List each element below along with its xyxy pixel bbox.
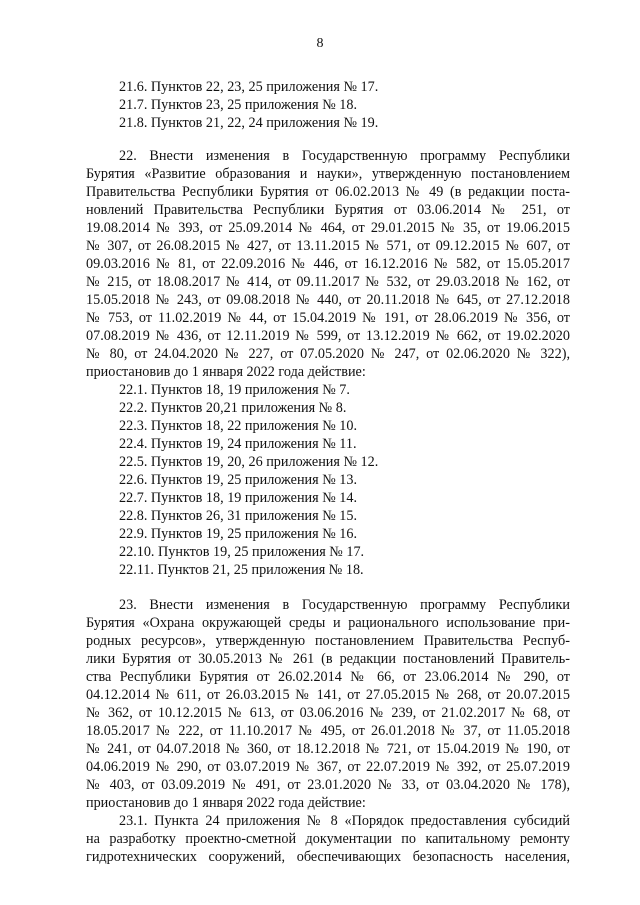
page-number: 8	[316, 36, 324, 51]
list-item: 22.3. Пунктов 18, 22 приложения № 10.	[119, 418, 358, 434]
list-item: 21.6. Пунктов 22, 23, 25 приложения № 17.	[119, 79, 379, 95]
paragraph-line: Правительства Республики Бурятия от 06.02.2013 № 49 (в редакции поста-	[86, 184, 570, 200]
list-item: 22.4. Пунктов 19, 24 приложения № 11.	[119, 436, 357, 452]
paragraph-line: 23.1. Пункта 24 приложения № 8 «Порядок предоставления субсидий	[119, 813, 570, 829]
paragraph-line: 23. Внести изменения в Государственную программу Республики	[119, 597, 570, 613]
list-item: 22.6. Пунктов 19, 25 приложения № 13.	[119, 472, 358, 488]
paragraph-line: новлений Правительства Республики Бурятия от 03.06.2014 № 251, от	[86, 202, 570, 218]
paragraph-line: гидротехнических сооружений, обеспечивающих безопасность населения,	[86, 849, 570, 865]
paragraph-line: 18.05.2017 № 222, от 11.10.2017 № 495, от 26.01.2018 № 37, от 11.05.2018	[86, 723, 570, 739]
paragraph-line: № 403, от 03.09.2019 № 491, от 23.01.2020 № 33, от 03.04.2020 № 178),	[86, 777, 570, 793]
paragraph-line: Бурятия «Охрана окружающей среды и рационального использование при-	[86, 615, 570, 631]
paragraph-line: 04.06.2019 № 290, от 03.07.2019 № 367, от 22.07.2019 № 392, от 25.07.2019	[86, 759, 570, 775]
paragraph-line: № 80, от 24.04.2020 № 227, от 07.05.2020 № 247, от 02.06.2020 № 322),	[86, 346, 570, 362]
paragraph-line: приостановив до 1 января 2022 года действие:	[86, 795, 366, 811]
paragraph-line: лики Бурятия от 30.05.2013 № 261 (в редакции постановлений Правитель-	[86, 651, 570, 667]
list-item: 22.8. Пунктов 26, 31 приложения № 15.	[119, 508, 358, 524]
paragraph-line: № 362, от 10.12.2015 № 613, от 03.06.2016 № 239, от 21.02.2017 № 68, от	[86, 705, 570, 721]
paragraph-line: 15.05.2018 № 243, от 09.08.2018 № 440, от 20.11.2018 № 645, от 27.12.2018	[86, 292, 570, 308]
paragraph-line: родных ресурсов», утвержденную постановлением Правительства Респуб-	[86, 633, 570, 649]
paragraph-line: № 215, от 18.08.2017 № 414, от 09.11.2017 № 532, от 29.03.2018 № 162, от	[86, 274, 570, 290]
list-item: 22.2. Пунктов 20,21 приложения № 8.	[119, 400, 347, 416]
list-item: 22.10. Пунктов 19, 25 приложения № 17.	[119, 544, 365, 560]
paragraph-line: 04.12.2014 № 611, от 26.03.2015 № 141, от 27.05.2015 № 268, от 20.07.2015	[86, 687, 570, 703]
list-item: 22.9. Пунктов 19, 25 приложения № 16.	[119, 526, 358, 542]
paragraph-line: № 307, от 26.08.2015 № 427, от 13.11.2015 № 571, от 09.12.2015 № 607, от	[86, 238, 570, 254]
paragraph-line: 22. Внести изменения в Государственную программу Республики	[119, 148, 570, 164]
paragraph-line: ства Республики Бурятия от 26.02.2014 № 66, от 23.06.2014 № 290, от	[86, 669, 570, 685]
list-item: 21.8. Пунктов 21, 22, 24 приложения № 19.	[119, 115, 379, 131]
list-item: 22.5. Пунктов 19, 20, 26 приложения № 12.	[119, 454, 379, 470]
list-item: 21.7. Пунктов 23, 25 приложения № 18.	[119, 97, 358, 113]
paragraph-line: 19.08.2014 № 393, от 25.09.2014 № 464, от 29.01.2015 № 35, от 19.06.2015	[86, 220, 570, 236]
paragraph-line: 09.03.2016 № 81, от 22.09.2016 № 446, от 16.12.2016 № 582, от 15.05.2017	[86, 256, 570, 272]
paragraph-line: № 753, от 11.02.2019 № 44, от 15.04.2019 № 191, от 28.06.2019 № 356, от	[86, 310, 570, 326]
paragraph-line: на разработку проектно-сметной документации по капитальному ремонту	[86, 831, 570, 847]
list-item: 22.11. Пунктов 21, 25 приложения № 18.	[119, 562, 364, 578]
paragraph-line: Бурятия «Развитие образования и науки», утвержденную постановлением	[86, 166, 570, 182]
list-item: 22.1. Пунктов 18, 19 приложения № 7.	[119, 382, 350, 398]
paragraph-line: 07.08.2019 № 436, от 12.11.2019 № 599, от 13.12.2019 № 662, от 19.02.2020	[86, 328, 570, 344]
paragraph-line: приостановив до 1 января 2022 года действие:	[86, 364, 366, 380]
paragraph-line: № 241, от 04.07.2018 № 360, от 18.12.2018 № 721, от 15.04.2019 № 190, от	[86, 741, 570, 757]
list-item: 22.7. Пунктов 18, 19 приложения № 14.	[119, 490, 358, 506]
